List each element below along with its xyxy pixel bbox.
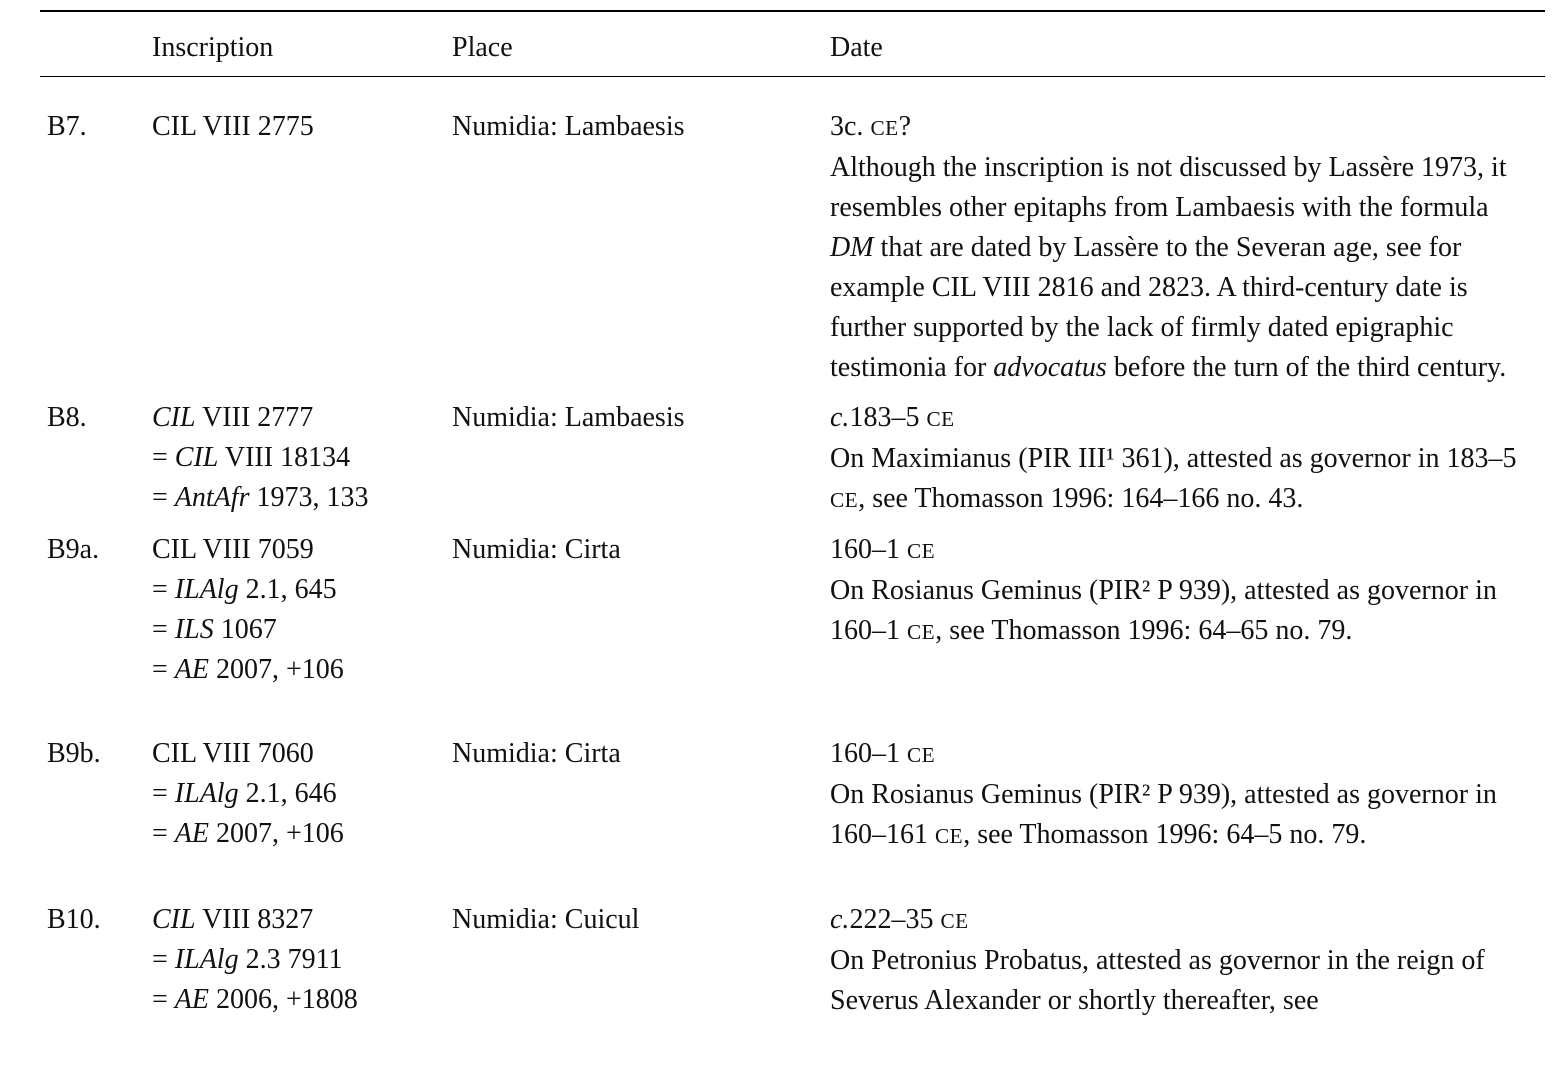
header-place: Place — [452, 32, 513, 63]
inscription-cell — [152, 398, 452, 518]
text-segment: ILAlg — [174, 944, 239, 975]
inscription-cell — [152, 734, 452, 854]
text-segment: AE — [174, 818, 210, 849]
text-segment: = — [152, 944, 175, 975]
text-segment: c. — [830, 402, 850, 433]
text-segment: AE — [174, 654, 210, 685]
text-segment: 183–5 — [849, 402, 927, 433]
inscription-cell — [152, 107, 452, 147]
place-cell: Numidia: Cirta — [452, 534, 621, 565]
text-segment: CIL — [152, 402, 196, 433]
text-segment: = — [152, 442, 175, 473]
text-segment: ILAlg — [174, 778, 239, 809]
text-segment: VIII 2777 — [195, 402, 314, 433]
text-segment: CIL VIII 7060 — [152, 738, 314, 769]
text-segment: 2007, +106 — [209, 654, 344, 685]
text-segment: , see Thomasson 1996: 64–65 no. 79. — [935, 615, 1353, 646]
place-cell: Numidia: Lambaesis — [452, 111, 685, 142]
text-segment: = — [152, 614, 175, 645]
date-cell — [830, 900, 1545, 1021]
text-line — [152, 530, 436, 570]
place-cell: Numidia: Lambaesis — [452, 402, 685, 433]
text-segment: VIII 18134 — [218, 442, 351, 473]
text-segment: CIL — [152, 904, 196, 935]
text-line — [830, 439, 1529, 520]
row-id: B9b. — [47, 738, 101, 769]
text-segment: CE — [940, 909, 969, 933]
text-segment: 1067 — [213, 614, 277, 645]
text-segment: CE — [907, 620, 936, 644]
text-segment: 2.1, 645 — [238, 574, 337, 605]
text-segment: 2.3 7911 — [238, 944, 343, 975]
text-segment: ILS — [174, 614, 214, 645]
text-segment: = — [152, 984, 175, 1015]
text-segment: = — [152, 654, 175, 685]
text-segment: AE — [174, 984, 210, 1015]
text-segment: CIL VIII 7059 — [152, 534, 314, 565]
text-segment: = — [152, 778, 175, 809]
table-header — [40, 12, 1545, 77]
text-line — [830, 107, 1529, 148]
header-date: Date — [830, 32, 883, 63]
text-segment: , see Thomasson 1996: 64–5 no. 79. — [963, 819, 1367, 850]
text-segment: = — [152, 574, 175, 605]
text-line — [830, 775, 1529, 856]
text-segment: before the turn of the third century. — [1106, 352, 1507, 383]
inscription-table — [40, 10, 1545, 1021]
text-segment: ILAlg — [174, 574, 239, 605]
text-line — [830, 148, 1529, 388]
text-segment: CE — [907, 539, 936, 563]
date-cell — [830, 107, 1545, 388]
place-cell: Numidia: Cuicul — [452, 904, 640, 935]
text-segment: CE — [907, 743, 936, 767]
date-cell — [830, 398, 1545, 520]
text-line — [152, 398, 436, 438]
text-line — [152, 478, 436, 518]
text-segment: 160–1 — [830, 534, 907, 565]
text-segment: On Petronius Probatus, attested as governor in the reign of Severus Alexander or shortly thereafter, see — [830, 945, 1485, 1016]
text-line — [830, 571, 1529, 652]
text-line — [152, 734, 436, 774]
table-row-b9b — [40, 734, 1545, 856]
text-segment: VIII 8327 — [195, 904, 314, 935]
date-cell — [830, 530, 1545, 652]
text-segment: CIL VIII 2775 — [152, 111, 314, 142]
text-segment: On Rosianus Geminus (PIR² P 939), attested as governor in 160–1 — [830, 575, 1497, 646]
text-segment: c. — [830, 904, 850, 935]
table-row-b7 — [40, 107, 1545, 388]
text-segment: CE — [830, 488, 859, 512]
text-segment: 1973, 133 — [249, 482, 369, 513]
text-segment: that are dated by Lassère to the Severan age, see for example CIL VIII 2816 and 2823. A third-century date is further supported by the lack of firmly dated epigraphic testimonia for — [830, 232, 1468, 383]
text-segment: 2.1, 646 — [238, 778, 337, 809]
text-segment: Although the inscription is not discussed by Lassère 1973, it resembles other epitaphs from Lambaesis with the formula — [830, 152, 1507, 223]
text-line — [830, 900, 1529, 941]
text-line — [152, 774, 436, 814]
row-id: B8. — [47, 402, 87, 433]
text-segment: 2007, +106 — [209, 818, 344, 849]
table-row-b8 — [40, 398, 1545, 520]
row-id: B10. — [47, 904, 101, 935]
table-row-b10 — [40, 900, 1545, 1021]
text-segment: 3c. — [830, 111, 871, 142]
text-segment: On Rosianus Geminus (PIR² P 939), attested as governor in 160–161 — [830, 779, 1497, 850]
text-segment: advocatus — [993, 352, 1107, 383]
text-segment: On Maximianus (PIR III¹ 361), attested as governor in 183–5 — [830, 443, 1517, 474]
text-segment: = — [152, 818, 175, 849]
table-row-b9a — [40, 530, 1545, 690]
text-line — [830, 941, 1529, 1021]
row-id: B9a. — [47, 534, 100, 565]
text-segment: 160–1 — [830, 738, 907, 769]
text-line — [830, 530, 1529, 571]
text-segment: CE — [935, 824, 964, 848]
text-segment: = — [152, 482, 175, 513]
text-line — [152, 610, 436, 650]
inscription-cell — [152, 530, 452, 690]
text-segment: , see Thomasson 1996: 164–166 no. 43. — [858, 483, 1304, 514]
text-line — [152, 900, 436, 940]
text-line — [152, 814, 436, 854]
text-segment: ? — [898, 111, 912, 142]
header-inscription: Inscription — [152, 32, 274, 63]
text-segment: AntAfr — [174, 482, 250, 513]
text-line — [152, 650, 436, 690]
text-segment: 222–35 — [849, 904, 941, 935]
text-segment: DM — [830, 232, 874, 263]
text-line — [152, 438, 436, 478]
text-segment: 2006, +1808 — [209, 984, 358, 1015]
text-segment: CE — [926, 407, 955, 431]
text-segment: CE — [870, 116, 899, 140]
text-line — [152, 980, 436, 1020]
text-line — [830, 398, 1529, 439]
table-body — [40, 77, 1545, 1021]
text-line — [152, 107, 436, 147]
place-cell: Numidia: Cirta — [452, 738, 621, 769]
inscription-cell — [152, 900, 452, 1020]
text-segment: CIL — [174, 442, 219, 473]
text-line — [830, 734, 1529, 775]
date-cell — [830, 734, 1545, 856]
text-line — [152, 570, 436, 610]
text-line — [152, 940, 436, 980]
row-id: B7. — [47, 111, 87, 142]
